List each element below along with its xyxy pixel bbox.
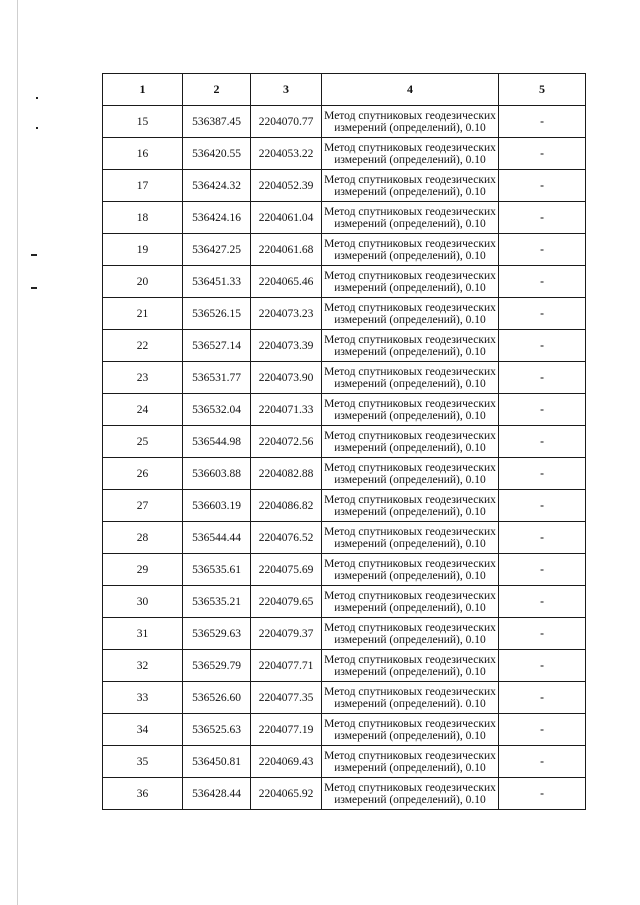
point-number: 34: [103, 714, 183, 746]
method-line-1: Метод спутниковых геодезических: [324, 653, 496, 666]
description-dash: -: [499, 618, 586, 650]
method-line-2: измерений (определений), 0.10: [334, 409, 486, 422]
method-line-2: измерений (определений), 0.10: [334, 377, 486, 390]
method-line-2: измерений (определений), 0.10: [334, 473, 486, 486]
coordinate-x: 536451.33: [183, 266, 251, 298]
coordinate-x: 536424.32: [183, 170, 251, 202]
table-row: [103, 522, 586, 554]
point-number: 28: [103, 522, 183, 554]
method-line-2: измерений (определений), 0.10: [334, 313, 486, 326]
coordinate-y: 2204061.68: [251, 234, 322, 266]
method-accuracy: [322, 778, 499, 810]
method-line-1: Метод спутниковых геодезических: [324, 205, 496, 218]
coordinate-y: 2204086.82: [251, 490, 322, 522]
table-row: [103, 746, 586, 778]
scan-mark: [36, 97, 38, 99]
table-row: [103, 586, 586, 618]
method-line-1: Метод спутниковых геодезических: [324, 589, 496, 602]
coordinate-y: 2204076.52: [251, 522, 322, 554]
table-row: [103, 618, 586, 650]
method-accuracy: [322, 554, 499, 586]
coordinate-x: 536535.61: [183, 554, 251, 586]
method-line-2: измерений (определений), 0.10: [334, 345, 486, 358]
coordinate-x: 536526.15: [183, 298, 251, 330]
method-line-1: Метод спутниковых геодезических: [324, 749, 496, 762]
method-line-1: Метод спутниковых геодезических: [324, 365, 496, 378]
method-accuracy: [322, 586, 499, 618]
coordinate-x: 536526.60: [183, 682, 251, 714]
coordinate-y: 2204053.22: [251, 138, 322, 170]
header-col-3: 3: [251, 74, 322, 106]
description-dash: -: [499, 458, 586, 490]
method-line-1: Метод спутниковых геодезических: [324, 173, 496, 186]
description-dash: -: [499, 138, 586, 170]
coordinate-x: 536544.98: [183, 426, 251, 458]
coordinate-x: 536387.45: [183, 106, 251, 138]
description-dash: -: [499, 426, 586, 458]
method-line-2: измерений (определений), 0.10: [334, 633, 486, 646]
point-number: 19: [103, 234, 183, 266]
description-dash: -: [499, 554, 586, 586]
coordinate-x: 536603.19: [183, 490, 251, 522]
method-accuracy: [322, 618, 499, 650]
point-number: 32: [103, 650, 183, 682]
method-line-1: Метод спутниковых геодезических: [324, 397, 496, 410]
table-row: [103, 362, 586, 394]
coordinate-x: 536428.44: [183, 778, 251, 810]
table-row: [103, 298, 586, 330]
table-row: [103, 170, 586, 202]
description-dash: -: [499, 586, 586, 618]
coordinate-x: 536450.81: [183, 746, 251, 778]
header-col-4: 4: [322, 74, 499, 106]
table-row: [103, 554, 586, 586]
table-row: [103, 458, 586, 490]
method-line-1: Метод спутниковых геодезических: [324, 685, 496, 698]
method-line-1: Метод спутниковых геодезических: [324, 269, 496, 282]
point-number: 35: [103, 746, 183, 778]
table-row: [103, 106, 586, 138]
point-number: 26: [103, 458, 183, 490]
description-dash: -: [499, 714, 586, 746]
method-line-2: измерений (определений), 0.10: [334, 441, 486, 454]
method-line-2: измерений (определений), 0.10: [334, 793, 486, 806]
table-row: [103, 266, 586, 298]
description-dash: -: [499, 682, 586, 714]
coordinate-x: 536420.55: [183, 138, 251, 170]
description-dash: -: [499, 650, 586, 682]
description-dash: -: [499, 362, 586, 394]
point-number: 36: [103, 778, 183, 810]
point-number: 15: [103, 106, 183, 138]
method-accuracy: [322, 170, 499, 202]
method-accuracy: [322, 746, 499, 778]
method-line-1: Метод спутниковых геодезических: [324, 525, 496, 538]
coordinate-y: 2204073.23: [251, 298, 322, 330]
scan-mark: [31, 254, 37, 256]
method-line-2: измерений (определений), 0.10: [334, 153, 486, 166]
description-dash: -: [499, 330, 586, 362]
coordinate-x: 536603.88: [183, 458, 251, 490]
coordinate-y: 2204065.92: [251, 778, 322, 810]
coordinate-y: 2204073.39: [251, 330, 322, 362]
description-dash: -: [499, 106, 586, 138]
method-accuracy: [322, 298, 499, 330]
method-accuracy: [322, 490, 499, 522]
description-dash: -: [499, 522, 586, 554]
method-accuracy: [322, 266, 499, 298]
coordinate-y: 2204052.39: [251, 170, 322, 202]
description-dash: -: [499, 202, 586, 234]
coordinate-y: 2204082.88: [251, 458, 322, 490]
coordinate-y: 2204077.35: [251, 682, 322, 714]
method-line-1: Метод спутниковых геодезических: [324, 717, 496, 730]
description-dash: -: [499, 234, 586, 266]
method-line-1: Метод спутниковых геодезических: [324, 333, 496, 346]
table-row: [103, 394, 586, 426]
point-number: 24: [103, 394, 183, 426]
method-line-2: измерений (определений), 0.10: [334, 249, 486, 262]
table-row: [103, 778, 586, 810]
method-accuracy: [322, 330, 499, 362]
table-row: [103, 426, 586, 458]
scan-mark: [31, 287, 37, 289]
point-number: 20: [103, 266, 183, 298]
table-row: [103, 650, 586, 682]
method-line-1: Метод спутниковых геодезических: [324, 429, 496, 442]
coordinate-x: 536529.79: [183, 650, 251, 682]
point-number: 21: [103, 298, 183, 330]
coordinate-x: 536544.44: [183, 522, 251, 554]
table-row: [103, 714, 586, 746]
method-accuracy: [322, 650, 499, 682]
coordinate-x: 536529.63: [183, 618, 251, 650]
coordinate-y: 2204079.37: [251, 618, 322, 650]
coordinate-y: 2204077.71: [251, 650, 322, 682]
description-dash: -: [499, 170, 586, 202]
method-accuracy: [322, 138, 499, 170]
point-number: 31: [103, 618, 183, 650]
coordinate-y: 2204071.33: [251, 394, 322, 426]
table-row: [103, 202, 586, 234]
coordinate-x: 536535.21: [183, 586, 251, 618]
description-dash: -: [499, 778, 586, 810]
method-line-1: Метод спутниковых геодезических: [324, 461, 496, 474]
method-line-1: Метод спутниковых геодезических: [324, 781, 496, 794]
coordinate-x: 536532.04: [183, 394, 251, 426]
method-line-2: измерений (определений), 0.10: [334, 505, 486, 518]
coordinate-y: 2204070.77: [251, 106, 322, 138]
point-number: 17: [103, 170, 183, 202]
point-number: 27: [103, 490, 183, 522]
table-row: [103, 138, 586, 170]
point-number: 22: [103, 330, 183, 362]
method-accuracy: [322, 106, 499, 138]
coordinate-y: 2204072.56: [251, 426, 322, 458]
point-number: 23: [103, 362, 183, 394]
method-line-2: измерений (определений), 0.10: [334, 569, 486, 582]
point-number: 30: [103, 586, 183, 618]
header-col-1: 1: [103, 74, 183, 106]
table-row: [103, 490, 586, 522]
description-dash: -: [499, 298, 586, 330]
method-line-1: Метод спутниковых геодезических: [324, 621, 496, 634]
coordinate-y: 2204077.19: [251, 714, 322, 746]
method-line-2: измерений (определений), 0.10: [334, 121, 486, 134]
method-accuracy: [322, 234, 499, 266]
method-accuracy: [322, 426, 499, 458]
method-accuracy: [322, 522, 499, 554]
method-line-1: Метод спутниковых геодезических: [324, 237, 496, 250]
coordinate-y: 2204061.04: [251, 202, 322, 234]
coordinate-y: 2204075.69: [251, 554, 322, 586]
coordinate-x: 536424.16: [183, 202, 251, 234]
coordinate-y: 2204069.43: [251, 746, 322, 778]
point-number: 18: [103, 202, 183, 234]
coordinate-x: 536531.77: [183, 362, 251, 394]
method-accuracy: [322, 202, 499, 234]
method-line-2: измерений (определений), 0.10: [334, 729, 486, 742]
method-line-1: Метод спутниковых геодезических: [324, 493, 496, 506]
method-accuracy: [322, 394, 499, 426]
method-line-2: измерений (определений), 0.10: [334, 761, 486, 774]
point-number: 33: [103, 682, 183, 714]
description-dash: -: [499, 490, 586, 522]
method-line-1: Метод спутниковых геодезических: [324, 557, 496, 570]
method-line-2: измерений (определений), 0.10: [334, 665, 486, 678]
header-col-5: 5: [499, 74, 586, 106]
method-accuracy: [322, 362, 499, 394]
method-line-2: измерений (определений). 0.10: [334, 697, 486, 710]
description-dash: -: [499, 746, 586, 778]
coordinate-x: 536527.14: [183, 330, 251, 362]
method-line-1: Метод спутниковых геодезических: [324, 301, 496, 314]
coordinate-x: 536525.63: [183, 714, 251, 746]
point-number: 29: [103, 554, 183, 586]
header-col-2: 2: [183, 74, 251, 106]
coordinate-y: 2204073.90: [251, 362, 322, 394]
coordinate-y: 2204065.46: [251, 266, 322, 298]
scan-mark: [36, 127, 38, 129]
method-line-1: Метод спутниковых геодезических: [324, 109, 496, 122]
point-number: 25: [103, 426, 183, 458]
method-accuracy: [322, 682, 499, 714]
description-dash: -: [499, 266, 586, 298]
method-line-2: измерений (определений), 0.10: [334, 185, 486, 198]
method-accuracy: [322, 458, 499, 490]
method-line-2: измерений (определений), 0.10: [334, 281, 486, 294]
method-line-2: измерений (определений), 0.10: [334, 217, 486, 230]
method-line-2: измерений (определений), 0.10: [334, 537, 486, 550]
coordinates-table: [102, 73, 586, 810]
table-row: [103, 234, 586, 266]
description-dash: -: [499, 394, 586, 426]
method-accuracy: [322, 714, 499, 746]
method-line-1: Метод спутниковых геодезических: [324, 141, 496, 154]
table-row: [103, 330, 586, 362]
coordinate-y: 2204079.65: [251, 586, 322, 618]
page-left-edge: [17, 0, 18, 905]
table-header-row: [103, 74, 586, 106]
table-row: [103, 682, 586, 714]
coordinate-x: 536427.25: [183, 234, 251, 266]
point-number: 16: [103, 138, 183, 170]
method-line-2: измерений (определений), 0.10: [334, 601, 486, 614]
